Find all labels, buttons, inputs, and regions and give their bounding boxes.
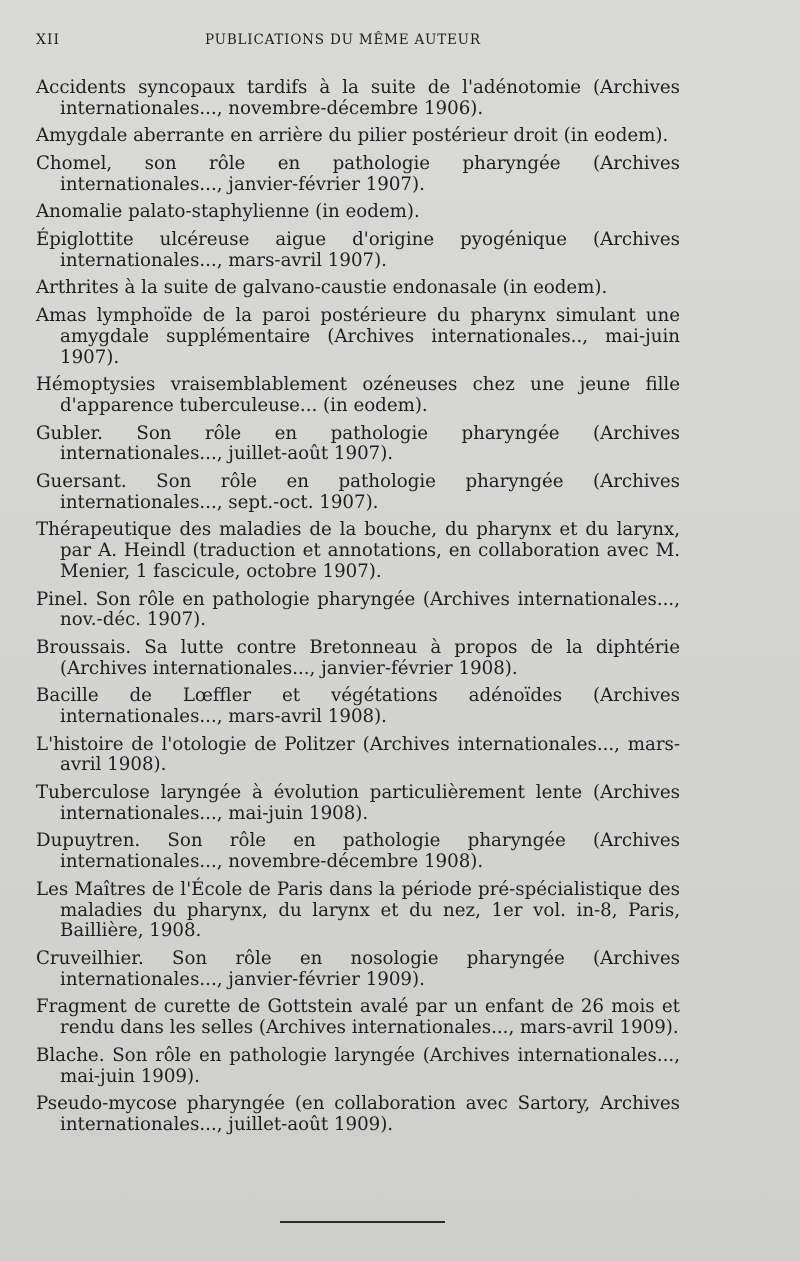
publication-entry: Tuberculose laryngée à évolution particulièrement lente (Archives internationales..., mai-juin 1908). bbox=[36, 782, 680, 824]
publication-entry: Les Maîtres de l'École de Paris dans la période pré-spécialistique des maladies du pharynx, du larynx et du nez, 1er vol. in-8, Paris, Baillière, 1908. bbox=[36, 878, 680, 942]
publication-entry: L'histoire de l'otologie de Politzer (Archives internationales..., mars-avril 1908). bbox=[36, 733, 680, 776]
publication-entry: Dupuytren. Son rôle en pathologie pharyngée (Archives internationales..., novembre-décembre 1908). bbox=[36, 830, 680, 873]
page-header bbox=[0, 32, 800, 54]
publication-entry: Blache. Son rôle en pathologie laryngée (Archives internationales..., mai-juin 1909). bbox=[36, 1044, 680, 1087]
publication-entry: Pseudo-mycose pharyngée (en collaboration avec Sartory, Archives internationales..., juillet-août 1909). bbox=[36, 1093, 680, 1135]
publication-entry: Chomel, son rôle en pathologie pharyngée (Archives internationales..., janvier-février 1907). bbox=[36, 152, 680, 195]
publication-entry: Pinel. Son rôle en pathologie pharyngée (Archives internationales..., nov.-déc. 1907). bbox=[36, 588, 680, 631]
publication-entry: Hémoptysies vraisemblablement ozéneuses chez une jeune fille d'apparence tuberculeuse... (in eodem). bbox=[36, 374, 680, 416]
publication-entry: Bacille de Lœffler et végétations adénoïdes (Archives internationales..., mars-avril 1908). bbox=[36, 685, 680, 728]
publication-entry: Amas lymphoïde de la paroi postérieure du pharynx simulant une amygdale supplémentaire (Archives internationales.., mai-juin 1907). bbox=[36, 304, 680, 368]
publication-entry: Cruveilhier. Son rôle en nosologie pharyngée (Archives internationales..., janvier-février 1909). bbox=[36, 948, 680, 990]
publication-entry: Gubler. Son rôle en pathologie pharyngée (Archives internationales..., juillet-août 1907). bbox=[36, 422, 680, 465]
publication-entry: Thérapeutique des maladies de la bouche, du pharynx et du larynx, par A. Heindl (traduction et annotations, en collaboration avec M. Menier, 1 fascicule, octobre 1907). bbox=[36, 519, 680, 582]
publication-entry: Arthrites à la suite de galvano-caustie endonasale (in eodem). bbox=[36, 277, 608, 299]
publication-entry: Anomalie palato-staphylienne (in eodem). bbox=[36, 201, 420, 223]
publication-entry: Fragment de curette de Gottstein avalé par un enfant de 26 mois et rendu dans les selles (Archives internationales..., mars-avril 1909). bbox=[36, 996, 680, 1039]
publication-entry: Accidents syncopaux tardifs à la suite de l'adénotomie (Archives internationales..., novembre-décembre 1906). bbox=[36, 77, 680, 119]
publication-entry: Broussais. Sa lutte contre Bretonneau à propos de la diphtérie (Archives internationales..., janvier-février 1908). bbox=[36, 636, 680, 679]
end-rule bbox=[280, 1221, 445, 1223]
running-title: PUBLICATIONS DU MÊME AUTEUR bbox=[205, 32, 481, 48]
publication-entry: Amygdale aberrante en arrière du pilier postérieur droit (in eodem). bbox=[36, 125, 669, 147]
publication-entry: Guersant. Son rôle en pathologie pharyngée (Archives internationales..., sept.-oct. 1907). bbox=[36, 470, 680, 513]
publication-entry: Épiglottite ulcéreuse aigue d'origine pyogénique (Archives internationales..., mars-avril 1907). bbox=[36, 228, 680, 271]
page-number: XII bbox=[36, 32, 61, 48]
publication-list bbox=[36, 78, 680, 1143]
